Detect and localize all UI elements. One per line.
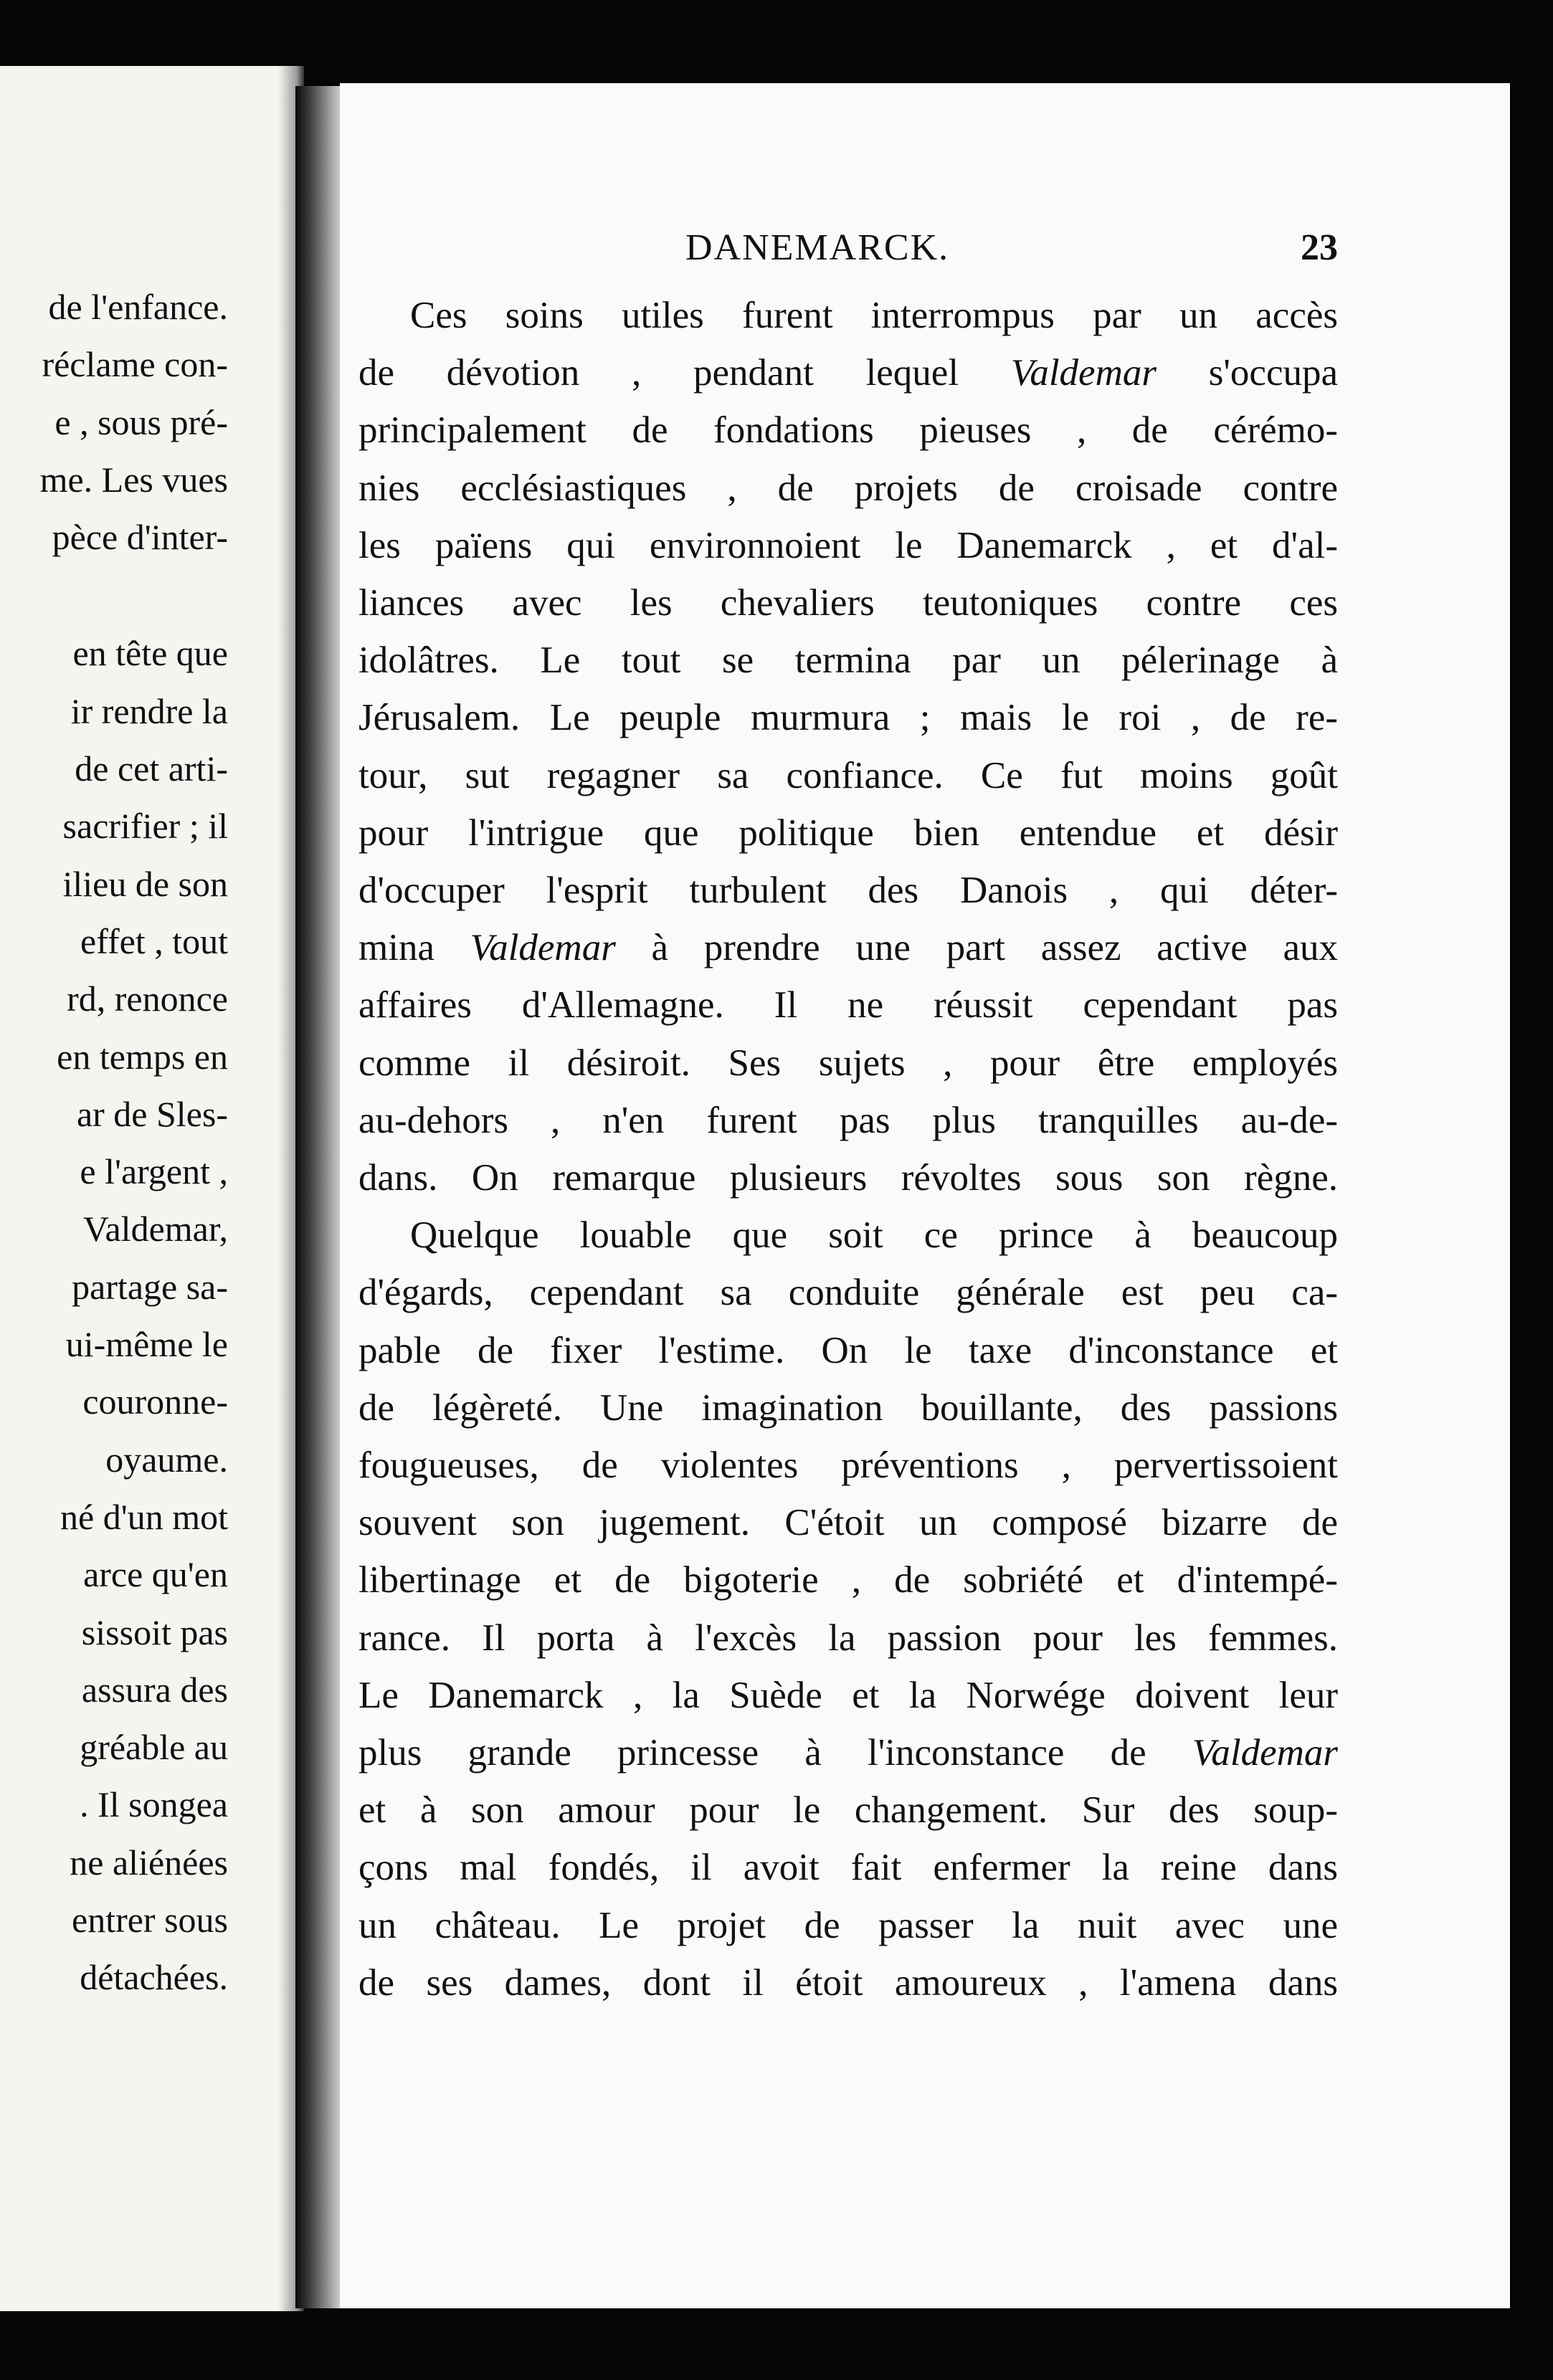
- body-text-line: [358, 1724, 1338, 1781]
- body-text-line: [358, 1149, 1338, 1206]
- body-text-line: [358, 1092, 1338, 1149]
- body-text-line: [358, 976, 1338, 1034]
- body-text-line: [358, 460, 1338, 517]
- body-text-span: à prendre une part assez active aux: [615, 927, 1338, 969]
- body-text-span: dans. On remarque plusieurs révoltes sous son règne.: [358, 1157, 1338, 1199]
- body-text-line: [358, 1609, 1338, 1667]
- left-page-line: ui-même le: [65, 1324, 228, 1365]
- left-page-line: détachées.: [80, 1957, 228, 1998]
- body-text-span: Ces soins utiles furent interrompus par un accès: [410, 295, 1338, 336]
- body-text-span: libertinage et de bigoterie , de sobriété et d'intempé-: [358, 1559, 1338, 1601]
- body-text-span: principalement de fondations pieuses , de cérémo-: [358, 409, 1338, 452]
- body-text-span: un château. Le projet de passer la nuit avec une: [358, 1904, 1338, 1946]
- left-page-line: en tête que: [72, 633, 228, 674]
- left-page-line: entrer sous: [72, 1900, 228, 1941]
- body-text-line: [358, 1437, 1338, 1494]
- body-text-line: [358, 1206, 1338, 1264]
- body-text-span: rance. Il porta à l'excès la passion pour les femmes.: [358, 1617, 1338, 1659]
- left-page-line: me. Les vues: [39, 459, 228, 500]
- left-page-line: partage sa-: [72, 1266, 228, 1307]
- body-text-span: liances avec les chevaliers teutoniques contre ces: [358, 582, 1338, 624]
- body-text-italic-name: Valdemar: [1010, 352, 1157, 394]
- left-page-line: ir rendre la: [70, 690, 228, 731]
- left-page-line: ilieu de son: [62, 863, 228, 904]
- body-text-line: [358, 1551, 1338, 1609]
- body-text-line: [358, 574, 1338, 632]
- body-text-span: de légèreté. Une imagination bouillante, des passions: [358, 1386, 1338, 1429]
- body-text-italic-name: Valdemar: [470, 927, 616, 969]
- left-page-line: pèce d'inter-: [52, 517, 228, 558]
- left-page-line: Valdemar,: [82, 1209, 228, 1250]
- body-text-span: tour, sut regagner sa confiance. Ce fut moins goût: [358, 754, 1338, 796]
- left-page-line: ar de Sles-: [76, 1093, 228, 1134]
- left-page-line: couronne-: [82, 1381, 228, 1422]
- body-text-line: [358, 1667, 1338, 1724]
- body-text-span: Jérusalem. Le peuple murmura ; mais le roi , de re-: [358, 697, 1338, 739]
- left-page-line: sissoit pas: [81, 1612, 228, 1652]
- body-text-line: [358, 401, 1338, 459]
- body-text-span: pour l'intrigue que politique bien entendue et désir: [358, 811, 1338, 854]
- body-text-line: [358, 1264, 1338, 1321]
- body-text-line: [358, 1379, 1338, 1437]
- body-text-span: idolâtres. Le tout se termina par un pélerinage à: [358, 639, 1338, 682]
- body-text-line: [358, 287, 1338, 344]
- body-text-span: mina: [358, 927, 470, 969]
- body-text-span: pable de fixer l'estime. On le taxe d'inconstance et: [358, 1329, 1338, 1371]
- running-head: DANEMARCK.: [685, 227, 950, 268]
- body-text-span: affaires d'Allemagne. Il ne réussit cependant pas: [358, 984, 1338, 1027]
- left-page-line: e l'argent ,: [80, 1151, 228, 1192]
- left-page-line: sacrifier ; il: [62, 806, 228, 847]
- body-text-line: [358, 919, 1338, 976]
- body-text-span: et à son amour pour le changement. Sur des soup-: [358, 1789, 1338, 1832]
- body-text-line: [358, 1839, 1338, 1896]
- left-page-line: ne aliénées: [70, 1842, 228, 1882]
- body-text-span: nies ecclésiastiques , de projets de croisade contre: [358, 467, 1338, 509]
- body-text-span: d'occuper l'esprit turbulent des Danois , qui déter-: [358, 870, 1338, 912]
- body-text-line: [358, 1494, 1338, 1551]
- scan-bottom-edge: [0, 2311, 1553, 2380]
- left-page-line: de l'enfance.: [48, 287, 228, 327]
- body-text-line: [358, 747, 1338, 804]
- body-text-span: çons mal fondés, il avoit fait enfermer la reine dans: [358, 1847, 1338, 1889]
- body-text-span: au-dehors , n'en furent pas plus tranquilles au-de-: [358, 1099, 1338, 1141]
- body-text-line: [358, 689, 1338, 746]
- body-text-span: d'égards, cependant sa conduite générale est peu ca-: [358, 1272, 1338, 1314]
- left-page-line: assura des: [81, 1669, 228, 1710]
- body-text-line: [358, 1322, 1338, 1379]
- body-text-line: [358, 1954, 1338, 2012]
- left-page-line: né d'un mot: [60, 1496, 228, 1537]
- body-text-line: [358, 1781, 1338, 1839]
- page-header: [348, 227, 1338, 284]
- left-page-line: e , sous pré-: [54, 401, 228, 442]
- left-page-line: gréable au: [80, 1727, 228, 1768]
- body-text-line: [358, 804, 1338, 862]
- page-number: 23: [1301, 227, 1338, 268]
- left-page-line: rd, renonce: [67, 979, 228, 1019]
- body-text-span: Quelque louable que soit ce prince à beaucoup: [410, 1214, 1338, 1257]
- left-page-line: de cet arti-: [75, 748, 228, 789]
- body-text-span: comme il désiroit. Ses sujets , pour être employés: [358, 1042, 1338, 1084]
- body-text-line: [358, 344, 1338, 401]
- body-text-line: [358, 1034, 1338, 1092]
- left-page-line: [0, 566, 228, 624]
- body-text-span: les païens qui environnoient le Danemarck , et d'al-: [358, 524, 1338, 566]
- body-text-line: [358, 632, 1338, 689]
- body-text-line: [358, 1897, 1338, 1954]
- body-text-span: de ses dames, dont il étoit amoureux , l'amena dans: [358, 1961, 1338, 2004]
- body-text-span: s'occupa: [1156, 352, 1338, 394]
- body-text-line: [358, 862, 1338, 919]
- body-text-span: de dévotion , pendant lequel: [358, 352, 1011, 394]
- body-text-italic-name: Valdemar: [1192, 1732, 1338, 1774]
- left-page-line: oyaume.: [105, 1439, 228, 1480]
- left-page-line: en temps en: [57, 1036, 228, 1077]
- page-body-text: [358, 287, 1338, 2012]
- left-page-text: [0, 278, 228, 2007]
- body-text-span: Le Danemarck , la Suède et la Norwége doivent leur: [358, 1674, 1338, 1716]
- body-text-span: plus grande princesse à l'inconstance de: [358, 1732, 1192, 1774]
- body-text-line: [358, 517, 1338, 574]
- left-page-line: . Il songea: [80, 1784, 228, 1825]
- left-facing-page: [0, 66, 304, 2311]
- body-text-span: souvent son jugement. C'étoit un composé bizarre de: [358, 1502, 1338, 1544]
- left-page-line: réclame con-: [42, 344, 228, 385]
- left-page-line: effet , tout: [80, 920, 228, 961]
- left-page-line: arce qu'en: [83, 1554, 228, 1595]
- body-text-span: fougueuses, de violentes préventions , pervertissoient: [358, 1444, 1338, 1487]
